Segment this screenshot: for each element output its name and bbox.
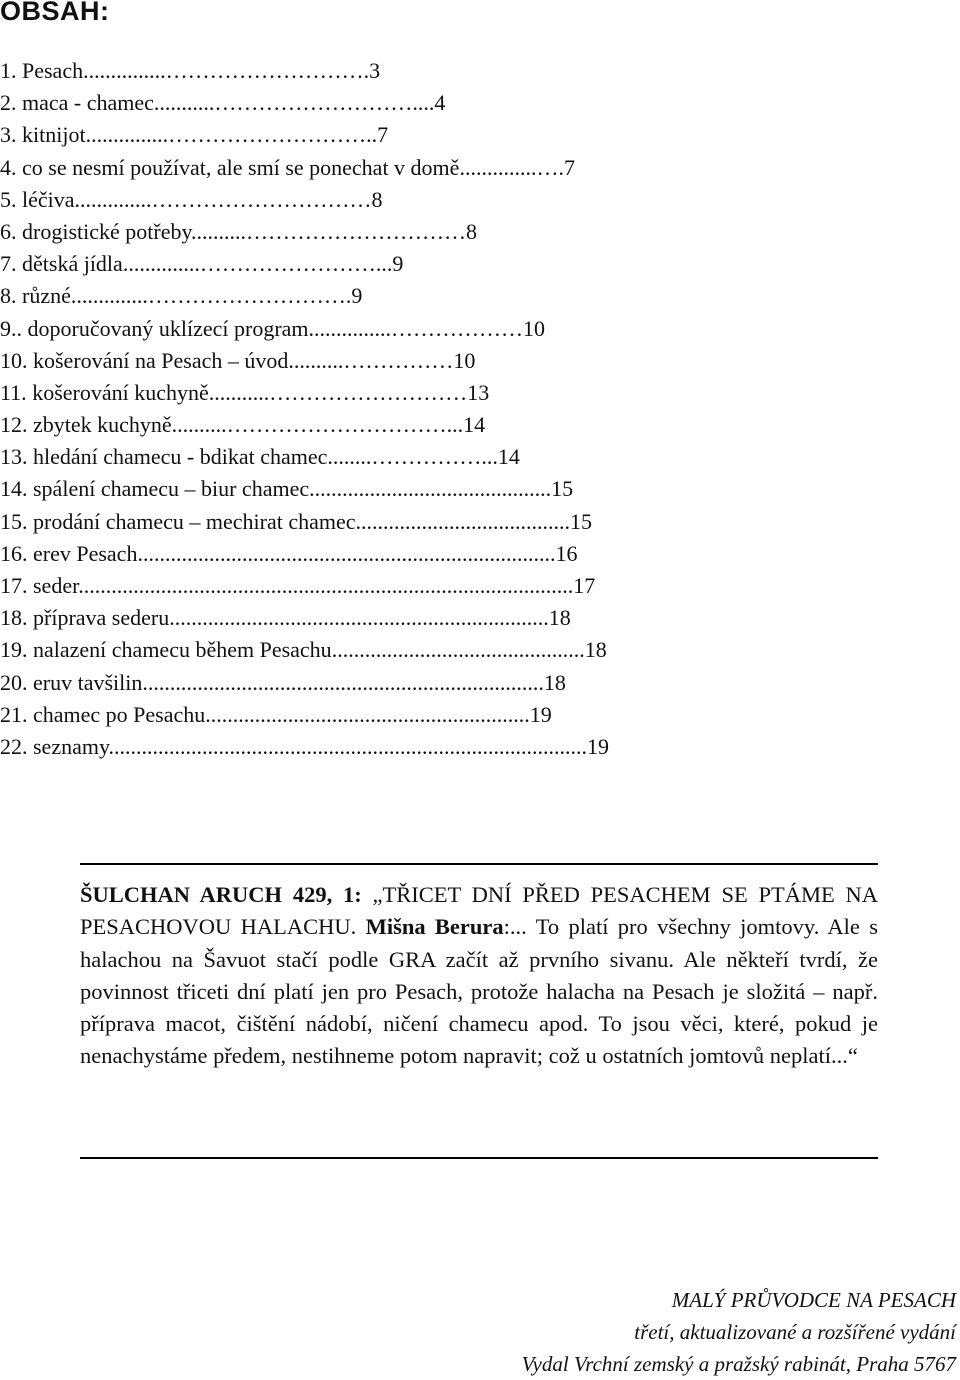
- quote-commentator: Mišna Berura: [365, 914, 504, 940]
- toc-entry-page: 19: [587, 733, 610, 759]
- toc-entry-number: 9..: [0, 315, 22, 341]
- toc-entry-number: 10.: [0, 347, 28, 373]
- toc-entry-title: léčiva: [22, 186, 75, 212]
- toc-entry-title: Pesach: [22, 58, 84, 83]
- toc-entry: [0, 473, 609, 505]
- toc-entry-title: doporučovaný uklízecí program: [27, 315, 309, 341]
- quote-box: [80, 863, 878, 1159]
- toc-entry-title: kitnijot: [22, 122, 86, 148]
- toc-entry: [0, 699, 609, 731]
- toc-entry: [0, 667, 609, 699]
- toc-entry-number: 18.: [0, 605, 28, 631]
- toc-entry-title: nalazení chamecu během Pesachu: [33, 637, 332, 663]
- toc-entry: [0, 634, 609, 666]
- table-of-contents: [0, 55, 609, 763]
- toc-entry-page: 15: [570, 508, 593, 534]
- toc-entry-page: 18: [584, 637, 607, 663]
- toc-entry: [0, 280, 609, 312]
- toc-entry-number: 8.: [0, 283, 17, 309]
- toc-entry-number: 20.: [0, 669, 28, 695]
- toc-entry-page: 17: [573, 573, 596, 598]
- toc-entry-leader: ..............…………………………: [74, 186, 372, 212]
- toc-entry: [0, 377, 609, 409]
- toc-entry-title: příprava sederu: [33, 605, 170, 631]
- toc-entry: [0, 152, 609, 184]
- toc-entry-leader: ...............………………: [308, 315, 524, 341]
- toc-entry: [0, 731, 609, 763]
- toc-entry-title: eruv tavšilin: [33, 669, 143, 695]
- toc-entry-leader: .......................................: [355, 508, 571, 534]
- toc-entry-title: hledání chamecu - bdikat chamec: [33, 444, 328, 470]
- toc-entry-page: 14: [463, 412, 486, 438]
- toc-entry-leader: .....................................................................: [169, 605, 549, 631]
- toc-entry-title: drogistické potřeby: [22, 218, 192, 244]
- toc-entry-number: 12.: [0, 412, 28, 438]
- toc-entry-title: košerování na Pesach – úvod: [33, 347, 289, 373]
- footer-edition: třetí, aktualizované a rozšířené vydání: [634, 1320, 956, 1344]
- toc-entry-leader: ..........................................................................................: [78, 573, 574, 598]
- toc-entry-page: 9: [351, 283, 363, 309]
- toc-entry-number: 15.: [0, 508, 28, 534]
- toc-entry-number: 2.: [0, 90, 17, 116]
- toc-entry-page: 4: [434, 90, 446, 116]
- quote-body: :... To platí pro všechny jomtovy. Ale s halachou na Šavuot stačí podle GRA začít až prvního sivanu. Ale někteří tvrdí, že povinnost třiceti dní platí jen pro Pesach, protože halacha na Pesach je složitá – např. příprava macot, čištění nádobí, ničení chamecu apod. To jsou věci, které, pokud je nenachystáme předem, nestihneme potom napravit; což u ostatních jomtovů neplatí...“: [80, 914, 878, 1069]
- toc-entry: [0, 538, 609, 570]
- toc-entry-number: 16.: [0, 540, 28, 566]
- quote-heading: „TŘICET DNÍ PŘED PESACHEM SE PTÁME NA PESACHOVOU HALACHU.: [80, 882, 879, 940]
- toc-entry-number: 7.: [0, 251, 17, 277]
- toc-entry-number: 13.: [0, 444, 28, 470]
- toc-entry-title: prodání chamecu – mechirat chamec: [33, 508, 356, 534]
- toc-entry-number: 4.: [0, 154, 17, 180]
- toc-entry-leader: ..........…………………………: [191, 218, 467, 244]
- toc-entry-number: 22.: [0, 733, 28, 759]
- toc-entry-number: 3.: [0, 122, 17, 148]
- toc-entry-number: 14.: [0, 476, 28, 502]
- toc-entry-page: 7: [377, 122, 389, 148]
- toc-entry-leader: ........……………...: [327, 444, 498, 470]
- toc-entry-page: 10: [523, 315, 546, 341]
- toc-entry: [0, 441, 609, 473]
- toc-entry: [0, 602, 609, 634]
- footer-title: MALÝ PRŮVODCE NA PESACH: [671, 1288, 956, 1312]
- toc-entry-title: různé: [22, 283, 71, 309]
- toc-entry-number: 1.: [0, 58, 17, 83]
- toc-entry-title: seznamy: [33, 733, 109, 759]
- toc-entry-page: 19: [529, 701, 552, 727]
- toc-entry-page: 14: [497, 444, 520, 470]
- toc-entry-leader: .......................................................................................: [108, 733, 588, 759]
- toc-entry-leader: .........................................................................: [142, 669, 544, 695]
- page-heading: OBSAH:: [0, 0, 110, 26]
- footer: [522, 1284, 956, 1380]
- toc-entry-title: seder: [33, 573, 79, 598]
- toc-entry-page: 8: [466, 218, 478, 244]
- quote-source: ŠULCHAN ARUCH 429, 1:: [80, 882, 362, 907]
- toc-entry-leader: ..............................................: [331, 637, 585, 663]
- footer-publisher: Vydal Vrchní zemský a pražský rabinát, Praha 5767: [521, 1352, 956, 1376]
- toc-entry-leader: ..............….: [459, 154, 564, 180]
- toc-entry-title: maca - chamec: [22, 90, 154, 116]
- toc-entry-leader: ............................................: [309, 476, 552, 502]
- toc-entry-leader: ...........................................................: [205, 701, 530, 727]
- toc-entry-title: co se nesmí používat, ale smí se ponechat v domě: [22, 154, 460, 180]
- toc-entry-leader: ...............……………………….: [83, 58, 370, 83]
- toc-entry-leader: ............................................................................: [137, 540, 556, 566]
- toc-entry-number: 11.: [0, 379, 27, 405]
- toc-entry: [0, 119, 609, 151]
- toc-entry-page: 3: [369, 58, 381, 83]
- toc-entry-number: 17.: [0, 573, 28, 598]
- toc-entry-page: 9: [392, 251, 404, 277]
- toc-entry-number: 6.: [0, 218, 17, 244]
- toc-entry-leader: ..........……………: [288, 347, 454, 373]
- toc-entry: [0, 55, 609, 87]
- toc-entry-page: 15: [551, 476, 574, 502]
- toc-entry-leader: ...........………………………....: [153, 90, 435, 116]
- toc-entry-leader: ...............………………………..: [85, 122, 378, 148]
- toc-entry: [0, 345, 609, 377]
- toc-entry: [0, 313, 609, 345]
- toc-entry-number: 19.: [0, 637, 28, 663]
- toc-entry: [0, 87, 609, 119]
- toc-entry-title: erev Pesach: [33, 540, 138, 566]
- toc-entry-number: 5.: [0, 186, 17, 212]
- toc-entry-title: košerování kuchyně: [32, 379, 209, 405]
- toc-entry-title: spálení chamecu – biur chamec: [33, 476, 310, 502]
- toc-entry-page: 10: [453, 347, 476, 373]
- toc-entry-page: 16: [555, 540, 578, 566]
- toc-entry-leader: ...........………………………: [208, 379, 468, 405]
- toc-entry-title: dětská jídla: [22, 251, 123, 277]
- toc-entry-page: 8: [371, 186, 383, 212]
- toc-entry-title: zbytek kuchyně: [33, 412, 172, 438]
- toc-entry-leader: ..........…………………………...: [171, 412, 464, 438]
- toc-entry: [0, 570, 609, 602]
- quote-text: [80, 879, 878, 1073]
- toc-entry: [0, 409, 609, 441]
- toc-entry: [0, 506, 609, 538]
- toc-entry-number: 21.: [0, 701, 28, 727]
- toc-entry-leader: ..............……………………...: [122, 251, 393, 277]
- toc-entry-page: 7: [563, 154, 575, 180]
- toc-entry: [0, 184, 609, 216]
- toc-entry-leader: ..............……………………….: [70, 283, 352, 309]
- toc-entry-title: chamec po Pesachu: [33, 701, 206, 727]
- toc-entry-page: 13: [467, 379, 490, 405]
- toc-entry-page: 18: [548, 605, 571, 631]
- toc-entry: [0, 216, 609, 248]
- toc-entry: [0, 248, 609, 280]
- toc-entry-page: 18: [543, 669, 566, 695]
